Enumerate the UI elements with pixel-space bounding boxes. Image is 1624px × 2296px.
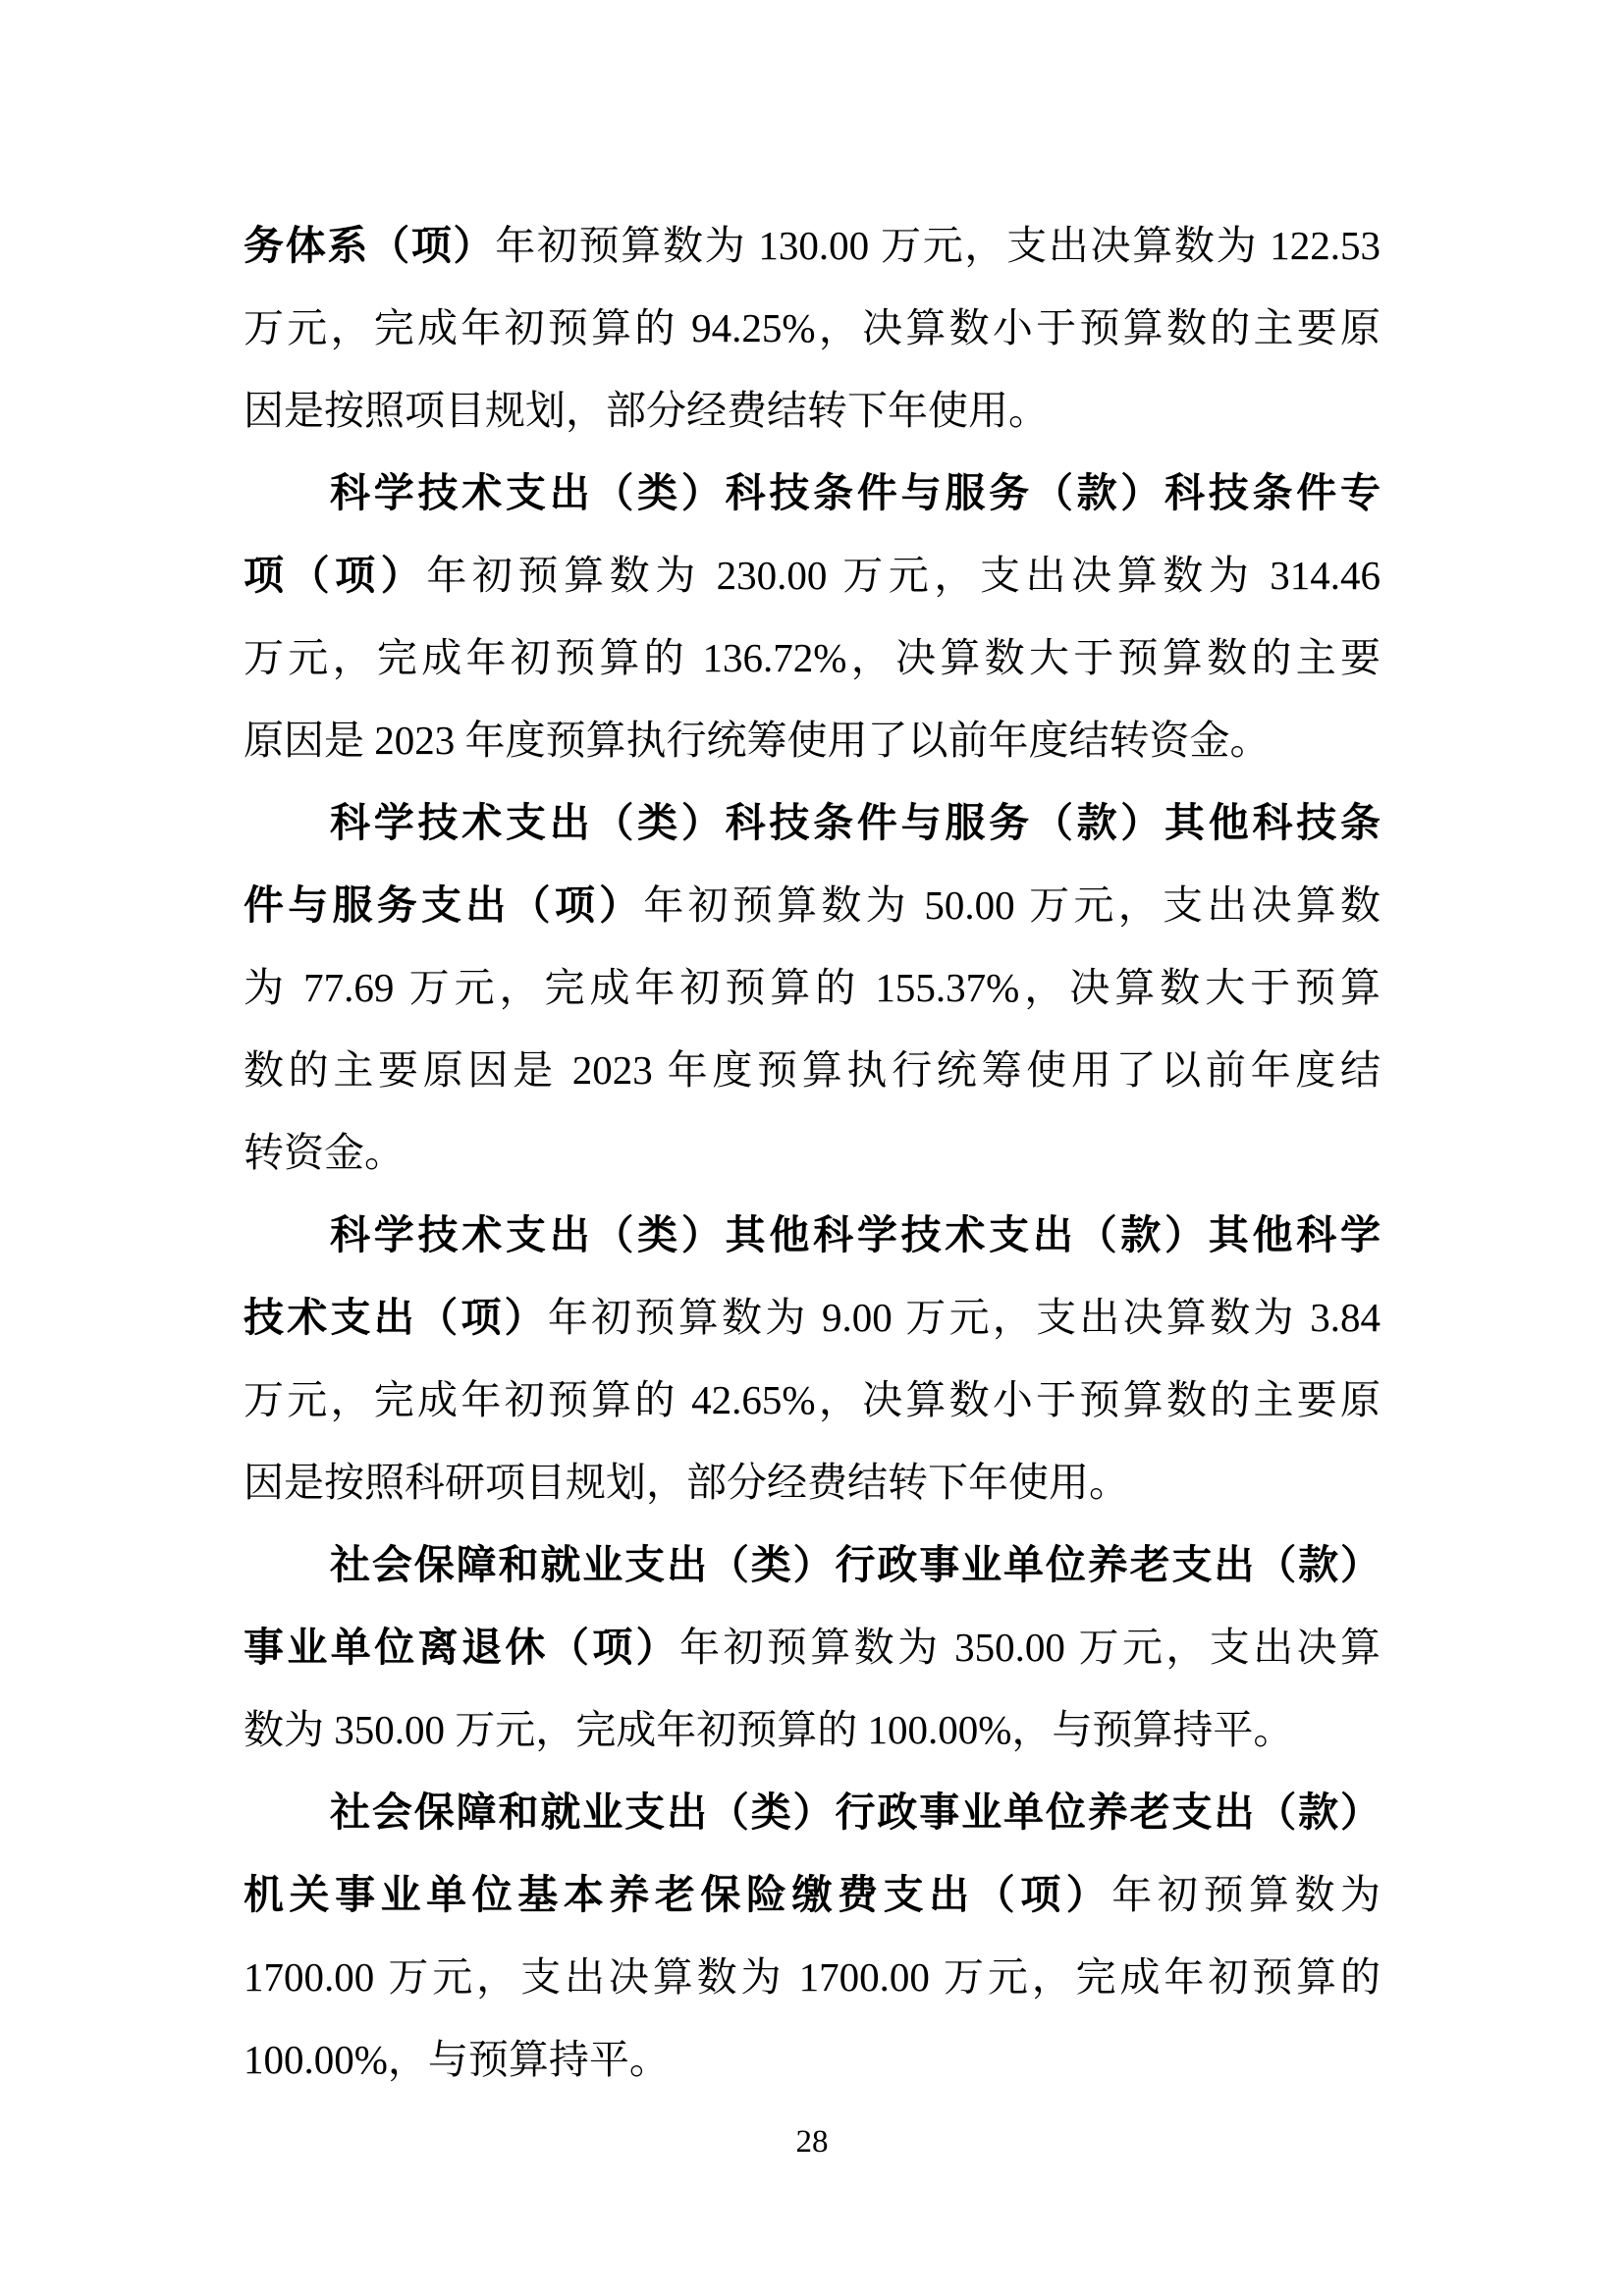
text-line xyxy=(244,616,1380,699)
body-text-segment: 为 77.69 万元，完成年初预算的 155.37%，决算数大于预算 xyxy=(244,965,1380,1010)
body-text-segment: 因是按照项目规划，部分经费结转下年使用。 xyxy=(244,388,1049,433)
body-text-segment: 100.00%，与预算持平。 xyxy=(244,2037,670,2082)
text-line xyxy=(244,781,1380,864)
text-line xyxy=(244,287,1380,369)
budget-category-text: 科学技术支出（类）其他科学技术支出（款）其他科学 xyxy=(330,1212,1380,1257)
body-text-segment: 年初预算数为 50.00 万元，支出决算数 xyxy=(643,882,1380,928)
body-text-segment: 年初预算数为 xyxy=(1111,1872,1380,1917)
budget-category-text: 社会保障和就业支出（类）行政事业单位养老支出（款） xyxy=(330,1542,1380,1587)
text-line xyxy=(244,369,1380,452)
text-line xyxy=(244,1853,1380,1936)
body-text-segment: 因是按照科研项目规划，部分经费结转下年使用。 xyxy=(244,1460,1129,1505)
text-line xyxy=(244,1688,1380,1771)
body-text-segment: 万元，完成年初预算的 42.65%，决算数小于预算数的主要原 xyxy=(244,1377,1380,1422)
text-line xyxy=(244,1359,1380,1441)
text-line xyxy=(244,1194,1380,1276)
body-text-segment: 原因是 2023 年度预算执行统筹使用了以前年度结转资金。 xyxy=(244,718,1271,763)
text-line xyxy=(244,204,1380,287)
budget-category-text: 件与服务支出（项） xyxy=(244,882,644,928)
budget-category-text: 项（项） xyxy=(244,553,427,598)
body-text-segment: 转资金。 xyxy=(244,1130,405,1175)
budget-category-text: 科学技术支出（类）科技条件与服务（款）科技条件专 xyxy=(330,470,1380,515)
text-line xyxy=(244,1606,1380,1688)
body-text-segment: 数为 350.00 万元，完成年初预算的 100.00%，与预算持平。 xyxy=(244,1707,1294,1752)
body-text-segment: 年初预算数为 9.00 万元，支出决算数为 3.84 xyxy=(547,1295,1380,1340)
document-body xyxy=(244,204,1380,2101)
text-line xyxy=(244,946,1380,1029)
text-line xyxy=(244,1523,1380,1606)
text-line xyxy=(244,1111,1380,1194)
text-line xyxy=(244,452,1380,534)
text-line xyxy=(244,699,1380,781)
text-line xyxy=(244,1771,1380,1853)
body-text-segment: 万元，完成年初预算的 136.72%，决算数大于预算数的主要 xyxy=(244,635,1380,680)
text-line xyxy=(244,864,1380,946)
text-line xyxy=(244,2018,1380,2101)
budget-category-text: 务体系（项） xyxy=(244,223,496,268)
budget-category-text: 社会保障和就业支出（类）行政事业单位养老支出（款） xyxy=(330,1789,1380,1835)
text-line xyxy=(244,1441,1380,1523)
budget-category-text: 事业单位离退休（项） xyxy=(244,1625,680,1670)
body-text-segment: 数的主要原因是 2023 年度预算执行统筹使用了以前年度结 xyxy=(244,1047,1380,1093)
body-text-segment: 万元，完成年初预算的 94.25%，决算数小于预算数的主要原 xyxy=(244,305,1380,350)
text-line xyxy=(244,1029,1380,1111)
budget-category-text: 技术支出（项） xyxy=(244,1295,548,1340)
budget-category-text: 机关事业单位基本养老保险缴费支出（项） xyxy=(244,1872,1112,1917)
body-text-segment: 年初预算数为 350.00 万元，支出决算 xyxy=(679,1625,1380,1670)
budget-category-text: 科学技术支出（类）科技条件与服务（款）其他科技条 xyxy=(330,800,1380,845)
page-number: 28 xyxy=(795,2124,829,2160)
text-line xyxy=(244,1276,1380,1359)
body-text-segment: 年初预算数为 130.00 万元，支出决算数为 122.53 xyxy=(495,223,1380,268)
text-line xyxy=(244,1936,1380,2018)
body-text-segment: 年初预算数为 230.00 万元，支出决算数为 314.46 xyxy=(426,553,1380,598)
body-text-segment: 1700.00 万元，支出决算数为 1700.00 万元，完成年初预算的 xyxy=(244,1954,1380,2000)
text-line xyxy=(244,534,1380,616)
